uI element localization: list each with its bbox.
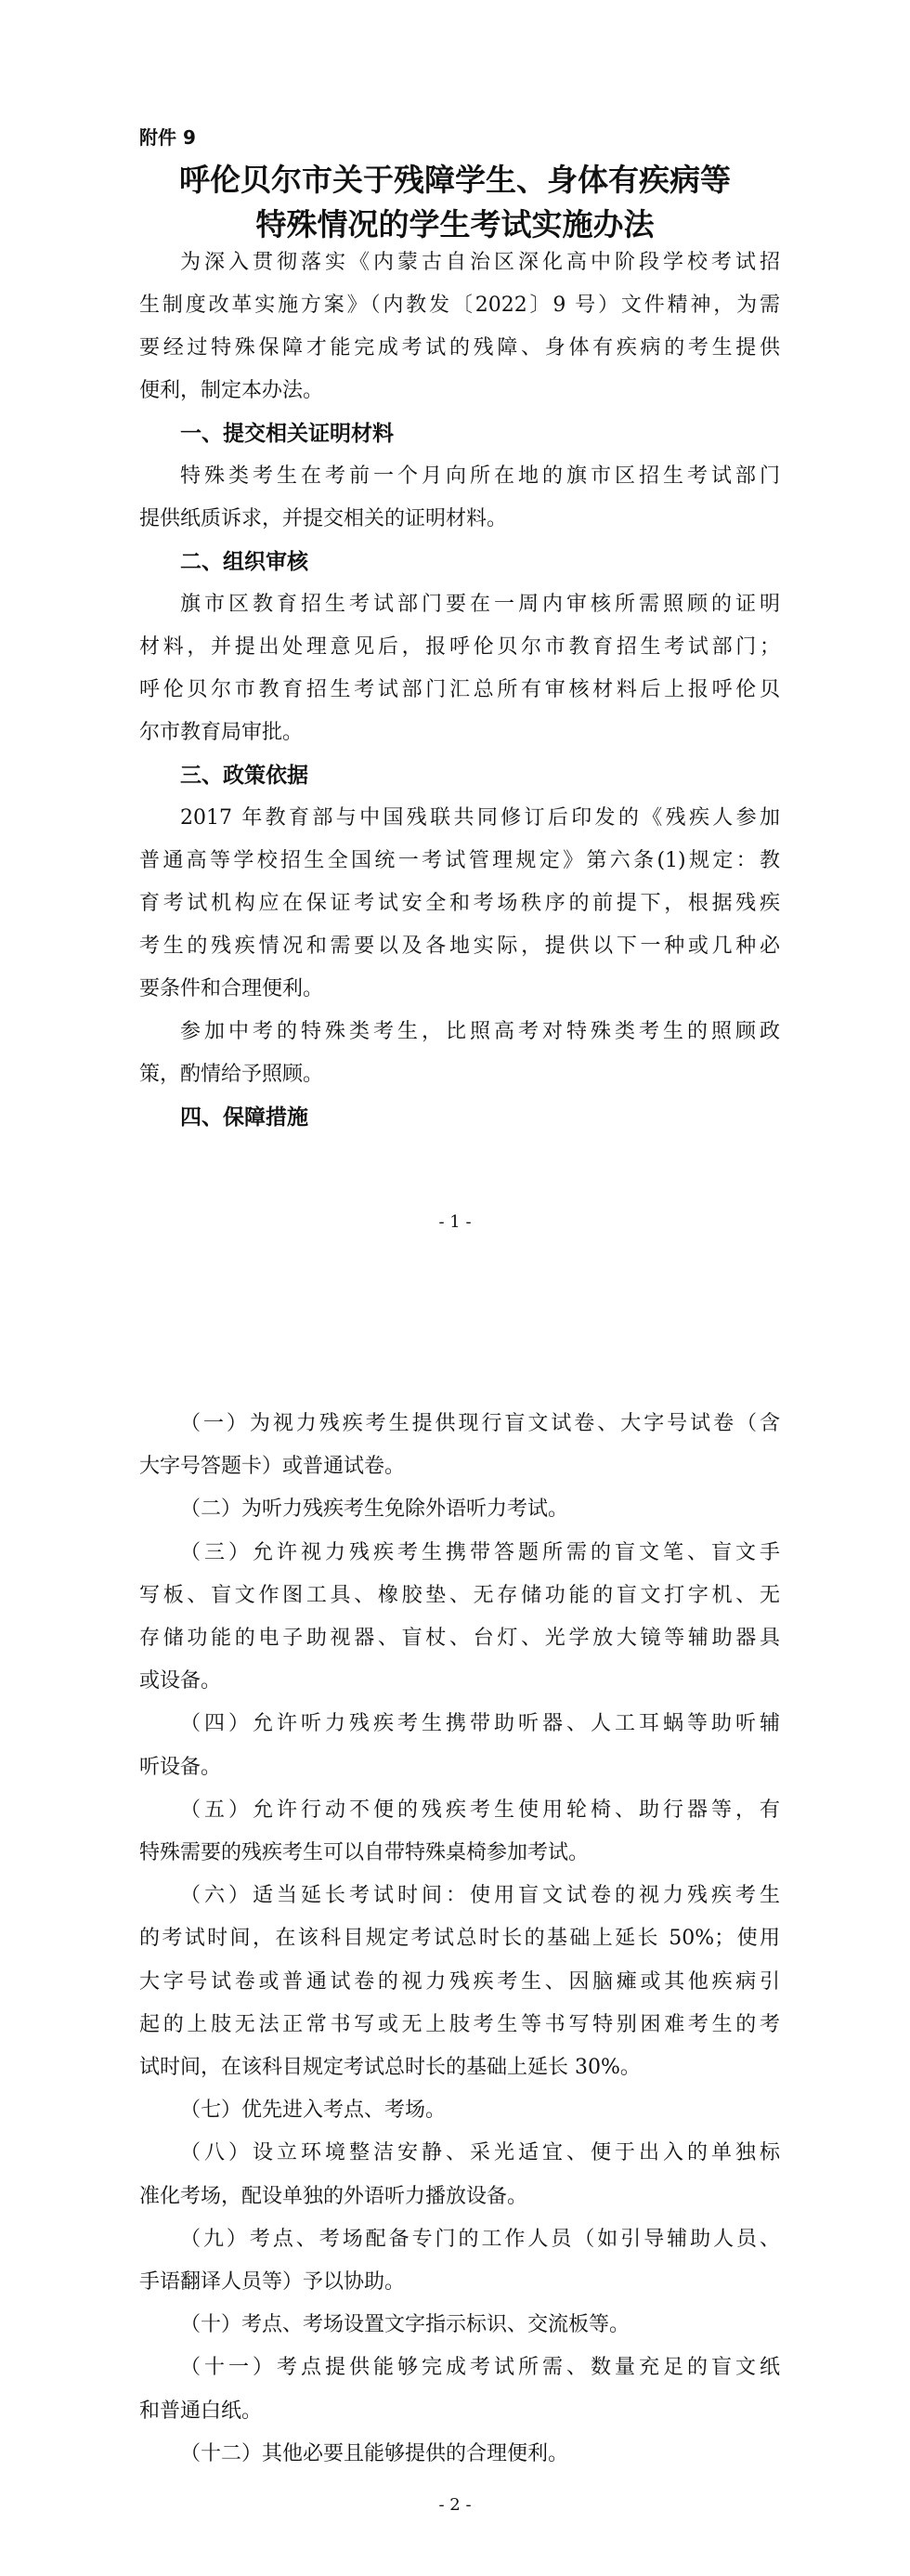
document-title-line-2: 特殊情况的学生考试实施办法 — [255, 206, 655, 242]
measure-line: （十）考点、考场设置文字指示标识、交流板等。 — [180, 2313, 630, 2336]
section-heading-4: 四、保障措施 — [180, 1105, 308, 1130]
measure-line: （四）允许听力残疾考生携带助听器、人工耳蜗等助听辅 — [180, 1712, 780, 1735]
measure-line: 的考试时间，在该科目规定考试总时长的基础上延长 50%；使用 — [139, 1927, 780, 1950]
measure-line: （五）允许行动不便的残疾考生使用轮椅、助行器等，有 — [180, 1798, 780, 1822]
attachment-label: 附件 9 — [139, 126, 196, 149]
measure-line: 存储功能的电子助视器、盲杖、台灯、光学放大镜等辅助器具 — [139, 1627, 780, 1650]
measure-line: 大字号答题卡）或普通试卷。 — [139, 1455, 406, 1478]
section-3-body-line: 普通高等学校招生全国统一考试管理规定》第六条(1)规定：教 — [139, 849, 780, 872]
section-heading-1: 一、提交相关证明材料 — [180, 422, 394, 446]
measure-line: （二）为听力残疾考生免除外语听力考试。 — [180, 1497, 569, 1521]
section-3-body-line: 参加中考的特殊类考生，比照高考对特殊类考生的照顾政 — [180, 1020, 780, 1043]
section-2-body-line: 材料，并提出处理意见后，报呼伦贝尔市教育招生考试部门； — [139, 635, 780, 659]
measure-line: （十二）其他必要且能够提供的合理便利。 — [180, 2442, 569, 2465]
measure-line: 手语翻译人员等）予以协助。 — [139, 2270, 406, 2294]
measure-line: 写板、盲文作图工具、橡胶垫、无存储功能的盲文打字机、无 — [139, 1584, 780, 1607]
section-2-body-line: 尔市教育局审批。 — [139, 721, 304, 744]
page-number: - 1 - — [438, 1212, 472, 1232]
section-1-body-line: 提供纸质诉求，并提交相关的证明材料。 — [139, 507, 508, 530]
section-3-body-line: 育考试机构应在保证考试安全和考场秩序的前提下，根据残疾 — [139, 892, 780, 915]
measure-line: （八）设立环境整洁安静、采光适宜、便于出入的单独标 — [180, 2141, 780, 2164]
page-number: - 2 - — [438, 2495, 472, 2515]
section-3-body-line: 策，酌情给予照顾。 — [139, 1063, 324, 1086]
measure-line: 和普通白纸。 — [139, 2399, 263, 2423]
measure-line: （三）允许视力残疾考生携带答题所需的盲文笔、盲文手 — [180, 1541, 780, 1564]
measure-line: （九）考点、考场配备专门的工作人员（如引导辅助人员、 — [180, 2228, 780, 2251]
section-heading-3: 三、政策依据 — [180, 764, 308, 788]
measure-line: 大字号试卷或普通试卷的视力残疾考生、因脑瘫或其他疾病引 — [139, 1970, 780, 1994]
measure-line: （七）优先进入考点、考场。 — [180, 2099, 447, 2122]
measure-line: （六）适当延长考试时间：使用盲文试卷的视力残疾考生 — [180, 1884, 780, 1907]
measure-line: 或设备。 — [139, 1669, 222, 1693]
section-3-body-line: 2017 年教育部与中国残联共同修订后印发的《残疾人参加 — [180, 806, 780, 830]
intro-paragraph-line: 为深入贯彻落实《内蒙古自治区深化高中阶段学校考试招 — [180, 251, 780, 274]
intro-paragraph-line: 生制度改革实施方案》（内教发〔2022〕9 号）文件精神，为需 — [139, 294, 780, 317]
measure-line: （十一）考点提供能够完成考试所需、数量充足的盲文纸 — [180, 2356, 780, 2379]
measure-line: 试时间，在该科目规定考试总时长的基础上延长 30%。 — [139, 2056, 641, 2079]
section-3-body-line: 要条件和合理便利。 — [139, 977, 324, 1000]
document-title-line-1: 呼伦贝尔市关于残障学生、身体有疾病等 — [179, 162, 731, 198]
measure-line: 准化考场，配设单独的外语听力播放设备。 — [139, 2185, 528, 2208]
section-2-body-line: 旗市区教育招生考试部门要在一周内审核所需照顾的证明 — [180, 593, 780, 616]
section-1-body-line: 特殊类考生在考前一个月向所在地的旗市区招生考试部门 — [180, 464, 780, 488]
measure-line: 听设备。 — [139, 1756, 222, 1779]
section-2-body-line: 呼伦贝尔市教育招生考试部门汇总所有审核材料后上报呼伦贝 — [139, 678, 780, 701]
measure-line: 起的上肢无法正常书写或无上肢考生等书写特别困难考生的考 — [139, 2013, 780, 2036]
intro-paragraph-line: 要经过特殊保障才能完成考试的残障、身体有疾病的考生提供 — [139, 336, 780, 360]
section-heading-2: 二、组织审核 — [180, 550, 308, 574]
measure-line: 特殊需要的残疾考生可以自带特殊桌椅参加考试。 — [139, 1841, 590, 1864]
document-page-2 — [0, 1288, 910, 2575]
measure-line: （一）为视力残疾考生提供现行盲文试卷、大字号试卷（含 — [180, 1412, 780, 1435]
section-3-body-line: 考生的残疾情况和需要以及各地实际，提供以下一种或几种必 — [139, 935, 780, 958]
intro-paragraph-line: 便利，制定本办法。 — [139, 379, 324, 402]
